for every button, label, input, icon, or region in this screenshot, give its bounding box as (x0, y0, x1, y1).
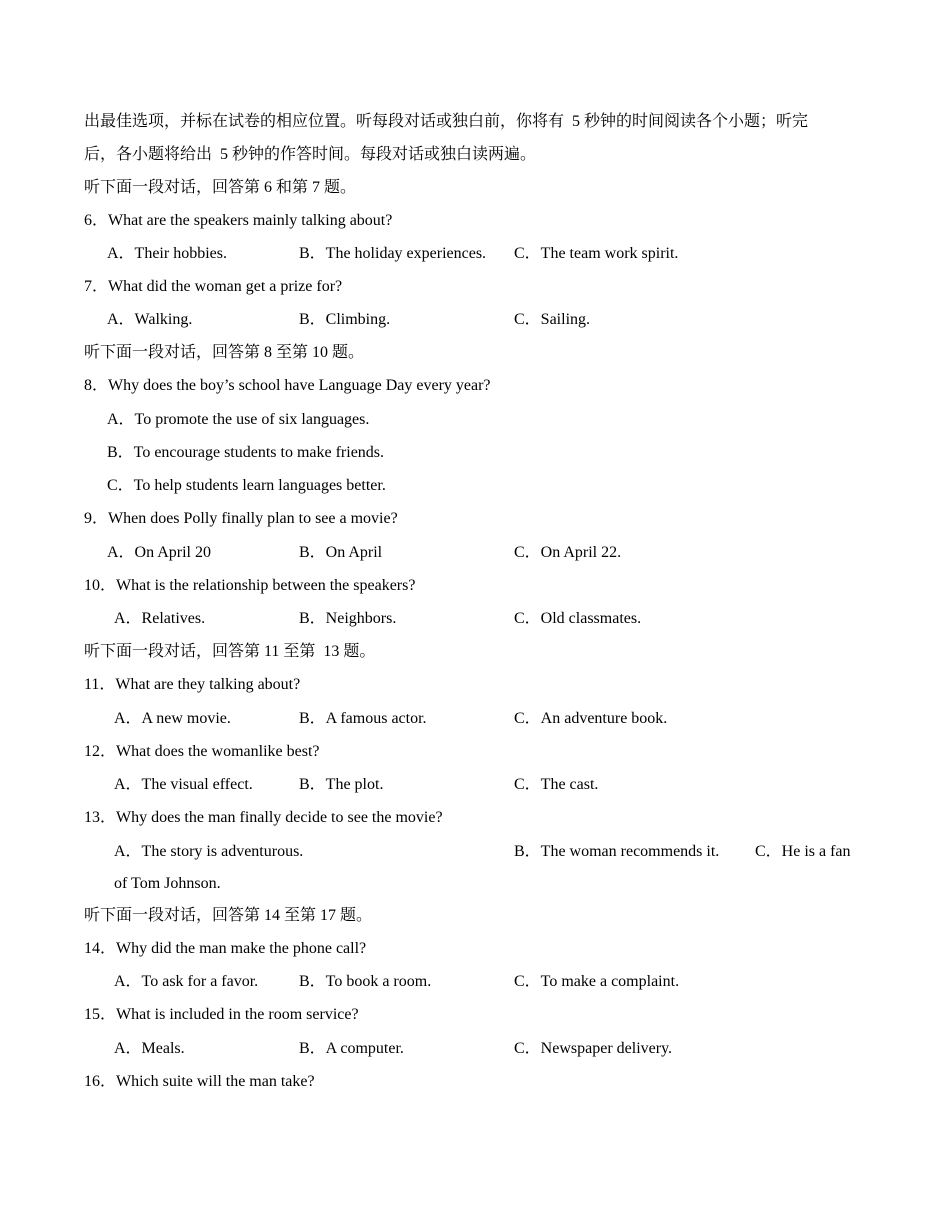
question-15: 15．What is included in the room service? (84, 1006, 359, 1023)
q8-option-b: B．To encourage students to make friends. (107, 444, 385, 461)
q8-option-a: A．To promote the use of six languages. (107, 411, 370, 428)
q9-option-b: B．On April (299, 544, 383, 561)
q7-option-b: B．Climbing. (299, 311, 391, 328)
question-6: 6．What are the speakers mainly talking about? (84, 212, 393, 229)
q11-option-a: A．A new movie. (114, 710, 231, 727)
q10-option-c: C．Old classmates. (514, 610, 642, 627)
section-heading-11-13: 听下面一段对话，回答第 11 至第 13 题。 (84, 643, 376, 660)
q11-option-c: C．An adventure book. (514, 710, 668, 727)
q9-option-a: A．On April 20 (107, 544, 212, 561)
question-16: 16．Which suite will the man take? (84, 1073, 315, 1090)
q12-option-a: A．The visual effect. (114, 776, 253, 793)
q10-option-b: B．Neighbors. (299, 610, 397, 627)
question-12: 12．What does the womanlike best? (84, 743, 320, 760)
q6-option-c: C．The team work spirit. (514, 245, 679, 262)
question-7: 7．What did the woman get a prize for? (84, 278, 343, 295)
intro-line-2: 后，各小题将给出 5 秒钟的作答时间。每段对话或独白读两遍。 (84, 146, 537, 163)
question-8: 8．Why does the boy’s school have Language Day every year? (84, 377, 491, 394)
q12-option-b: B．The plot. (299, 776, 384, 793)
q14-option-c: C．To make a complaint. (514, 973, 680, 990)
q13-option-c-continued: of Tom Johnson. (114, 875, 221, 892)
q8-option-c: C．To help students learn languages better. (107, 477, 386, 494)
section-heading-8-10: 听下面一段对话，回答第 8 至第 10 题。 (84, 344, 365, 361)
q14-option-b: B．To book a room. (299, 973, 432, 990)
q15-option-b: B．A computer. (299, 1040, 404, 1057)
section-heading-6-7: 听下面一段对话，回答第 6 和第 7 题。 (84, 179, 357, 196)
q11-option-b: B．A famous actor. (299, 710, 427, 727)
q9-option-c: C．On April 22. (514, 544, 622, 561)
q6-option-a: A．Their hobbies. (107, 245, 227, 262)
q13-option-a: A．The story is adventurous. (114, 843, 304, 860)
question-11: 11．What are they talking about? (84, 676, 301, 693)
question-10: 10．What is the relationship between the speakers? (84, 577, 416, 594)
section-heading-14-17: 听下面一段对话，回答第 14 至第 17 题。 (84, 907, 373, 924)
q7-option-a: A．Walking. (107, 311, 193, 328)
question-13: 13．Why does the man finally decide to see the movie? (84, 809, 443, 826)
q13-option-c: C．He is a fan (755, 843, 851, 860)
q13-option-b: B．The woman recommends it. (514, 843, 720, 860)
question-9: 9．When does Polly finally plan to see a movie? (84, 510, 398, 527)
intro-line-1: 出最佳选项，并标在试卷的相应位置。听每段对话或独白前，你将有 5 秒钟的时间阅读各个小题；听完 (84, 113, 809, 130)
q14-option-a: A．To ask for a favor. (114, 973, 259, 990)
q12-option-c: C．The cast. (514, 776, 599, 793)
q6-option-b: B．The holiday experiences. (299, 245, 487, 262)
q15-option-a: A．Meals. (114, 1040, 185, 1057)
q7-option-c: C．Sailing. (514, 311, 591, 328)
q10-option-a: A．Relatives. (114, 610, 206, 627)
question-14: 14．Why did the man make the phone call? (84, 940, 367, 957)
q15-option-c: C．Newspaper delivery. (514, 1040, 673, 1057)
